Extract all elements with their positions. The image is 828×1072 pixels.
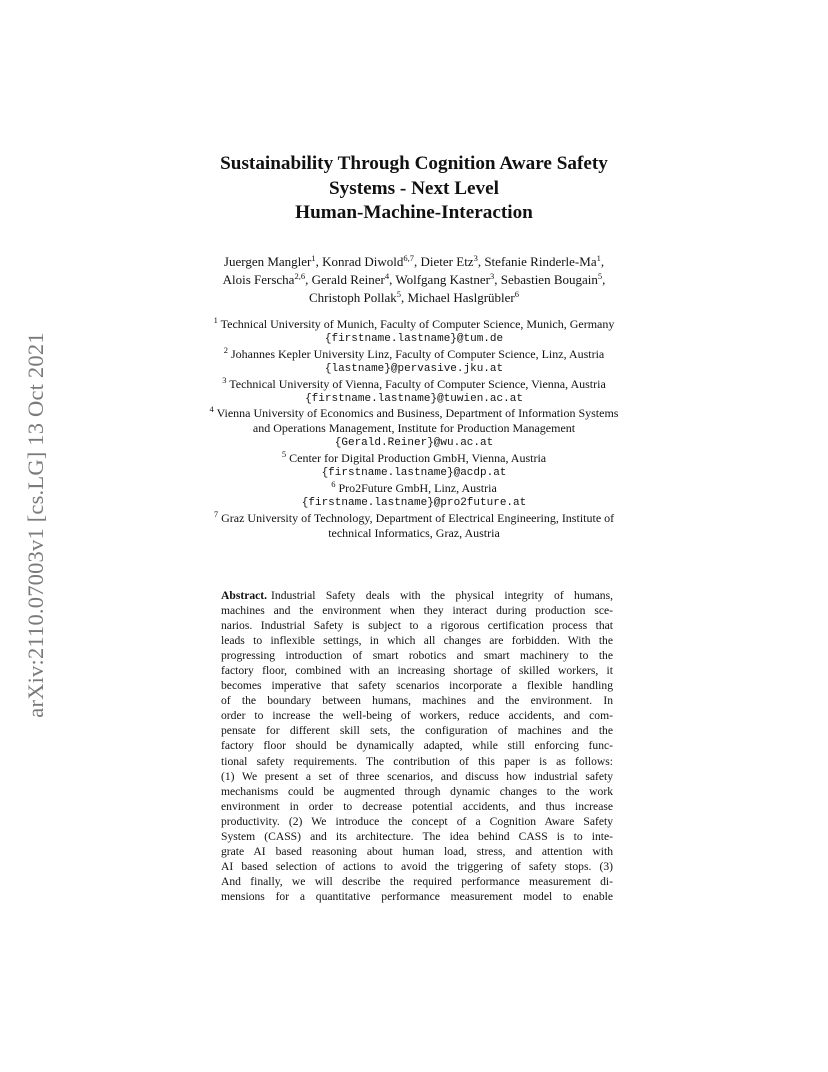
- abstract-line: AI based selection of actions to avoid the triggering of safety stops. (3): [221, 859, 613, 873]
- abstract-line: [221, 588, 613, 603]
- author-line: [150, 253, 678, 271]
- abstract-line: factory floor, combined with an increasing shortage of skilled workers, it: [221, 664, 613, 678]
- affiliation-mark: 3: [222, 374, 227, 385]
- title-line: Human-Machine-Interaction: [295, 202, 533, 223]
- author-list: [150, 253, 678, 307]
- abstract-line: productivity. (2) We introduce the concept of a Cognition Aware Safety: [221, 814, 613, 828]
- affiliation-line: [160, 451, 668, 466]
- author-affiliation-mark: 4: [384, 271, 390, 281]
- abstract-line: progressing introduction of smart robotics and smart machinery to the: [221, 649, 613, 663]
- abstract-line: environment in order to decrease potential accidents, and thus increase: [221, 799, 613, 813]
- author-affiliation-mark: 6: [514, 289, 519, 299]
- abstract-line: narios. Industrial Safety is subject to a rigorous certification process that: [221, 619, 613, 633]
- affiliation-text: and Operations Management, Institute for Production Management: [252, 421, 576, 436]
- author-separator: ,: [494, 272, 501, 287]
- affiliation-text: Pro2Future GmbH, Linz, Austria: [338, 480, 497, 495]
- abstract-line: becomes imperative that safety scenarios incorporate a flexible handling: [221, 679, 613, 693]
- abstract-line: of the boundary between humans, machines and the environment. In: [221, 694, 613, 708]
- affiliation-mark: 4: [209, 404, 214, 415]
- abstract-line: tional safety requirements. The contribution of this paper is as follows:: [221, 754, 613, 768]
- author-affiliation-mark: 5: [597, 271, 603, 281]
- author-name: Konrad Diwold: [322, 254, 404, 269]
- affiliation-mark: 1: [213, 315, 218, 325]
- author-affiliation-mark: 1: [311, 253, 316, 263]
- author-name: Wolfgang Kastner: [395, 272, 490, 287]
- author-name: Michael Haslgrübler: [407, 290, 515, 305]
- author-separator: ,: [389, 272, 396, 287]
- title-line: Systems - Next Level: [329, 177, 499, 199]
- author-affiliation-mark: 6,7: [403, 253, 415, 263]
- affiliation-email: {firstname.lastname}@tum.de: [324, 332, 504, 345]
- affiliation-text: technical Informatics, Graz, Austria: [328, 525, 500, 540]
- affiliation-email: {Gerald.Reiner}@wu.ac.at: [334, 437, 494, 450]
- author-separator: ,: [414, 254, 421, 269]
- arxiv-identifier-stamp: arXiv:2110.07003v1 [cs.LG] 13 Oct 2021: [23, 332, 48, 718]
- author-name: Juergen Mangler: [223, 254, 312, 269]
- affiliation-line: [160, 508, 668, 526]
- abstract-line: machines and the environment when they interact during production sce-: [221, 604, 613, 618]
- abstract-line: pensate for different skill sets, the configuration of machines and the: [221, 724, 613, 738]
- affiliation-line: [160, 406, 668, 421]
- author-name: Dieter Etz: [420, 254, 474, 269]
- abstract-line: leads to inflexible settings, in which all changes are forbidden. With the: [221, 634, 613, 648]
- affiliation-email: {lastname}@pervasive.jku.at: [324, 362, 504, 375]
- affiliation-text: Johannes Kepler University Linz, Faculty of Computer Science, Linz, Austria: [231, 346, 605, 361]
- title-line: Sustainability Through Cognition Aware Safety: [220, 153, 608, 174]
- author-name: Sebastien Bougain: [500, 272, 598, 287]
- author-affiliation-mark: 1: [596, 253, 601, 263]
- affiliation-text: Center for Digital Production GmbH, Vienna, Austria: [289, 451, 547, 466]
- abstract: [221, 588, 613, 904]
- author-name: Christoph Pollak: [309, 290, 397, 305]
- author-separator: ,: [477, 254, 485, 269]
- author-line: [150, 271, 678, 289]
- affiliation-email: {firstname.lastname}@tuwien.ac.at: [305, 392, 523, 405]
- author-separator: ,: [600, 254, 605, 269]
- abstract-line: order to increase the well-being of workers, reduce accidents, and com-: [221, 709, 613, 723]
- affiliation-text: Technical University of Vienna, Faculty of Computer Science, Vienna, Austria: [229, 376, 606, 391]
- author-separator: ,: [305, 272, 312, 287]
- author-name: Alois Ferscha: [222, 272, 295, 287]
- author-affiliation-mark: 3: [490, 271, 495, 281]
- abstract-line: And finally, we will describe the required performance measurement di-: [221, 874, 613, 888]
- affiliation-line: [160, 374, 668, 392]
- affiliation-list: [160, 317, 668, 541]
- abstract-heading: Abstract.: [221, 589, 268, 602]
- affiliation-mark: 6: [331, 478, 336, 489]
- affiliation-email: {firstname.lastname}@pro2future.at: [301, 496, 527, 509]
- affiliation-text: Graz University of Technology, Department of Electrical Engineering, Institute of: [221, 510, 615, 525]
- affiliation-mark: 5: [281, 449, 287, 460]
- abstract-line: mensions for a quantitative performance measurement model to enable: [221, 889, 613, 903]
- abstract-line: factory floor should be dynamically adapted, while still enforcing func-: [221, 739, 613, 753]
- author-name: Stefanie Rinderle-Ma: [484, 254, 597, 269]
- affiliation-line: [160, 478, 668, 496]
- abstract-line: (1) We present a set of three scenarios, and discuss how industrial safety: [221, 769, 613, 783]
- affiliation-mark: 2: [223, 344, 228, 355]
- affiliation-text: Vienna University of Economics and Business, Department of Information Systems: [216, 406, 619, 421]
- author-affiliation-mark: 5: [396, 289, 402, 299]
- author-name: Gerald Reiner: [311, 272, 385, 287]
- abstract-line: mechanisms could be augmented through dynamic changes to the work: [221, 784, 613, 798]
- abstract-line: grate AI based reasoning about human load, stress, and attention with: [221, 844, 613, 858]
- author-separator: ,: [315, 254, 323, 269]
- affiliation-line: [160, 317, 668, 332]
- affiliation-mark: 7: [213, 508, 219, 519]
- author-separator: ,: [602, 272, 606, 287]
- author-affiliation-mark: 2,6: [294, 271, 306, 281]
- abstract-text: Industrial Safety deals with the physical integrity of humans,: [271, 589, 613, 602]
- paper-title: [170, 152, 658, 226]
- author-separator: ,: [401, 290, 408, 305]
- affiliation-text: Technical University of Munich, Faculty of Computer Science, Munich, Germany: [220, 317, 615, 331]
- abstract-line: System (CASS) and its architecture. The idea behind CASS is to inte-: [221, 829, 613, 843]
- author-affiliation-mark: 3: [473, 253, 478, 263]
- affiliation-email: {firstname.lastname}@acdp.at: [321, 467, 507, 480]
- author-line: [150, 289, 678, 307]
- affiliation-line: [160, 344, 668, 362]
